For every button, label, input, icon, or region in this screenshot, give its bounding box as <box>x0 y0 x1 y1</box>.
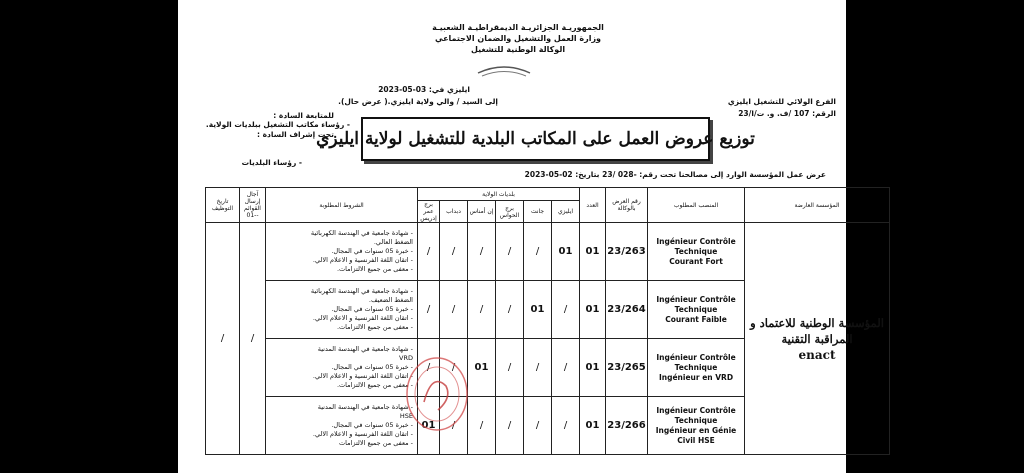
poste-header: المنصب المطلوب <box>648 188 745 223</box>
municipality-cell: 01 <box>552 223 580 281</box>
conditions-cell <box>266 281 418 339</box>
poste-line: Technique <box>674 415 718 425</box>
poste-cell <box>648 339 745 397</box>
conditions-cell <box>266 223 418 281</box>
poste-line: Ingénieur Contrôle <box>656 352 736 362</box>
muni-header-illizi: ايليزي <box>552 201 580 223</box>
offer-number-cell: 23/264 <box>606 281 648 339</box>
agency-line: الوكالة الوطنية للتشغيل <box>470 45 566 54</box>
municipality-cell: / <box>440 339 468 397</box>
municipality-cell: / <box>440 397 468 455</box>
condition-line: HSE <box>399 412 413 420</box>
count-cell: 01 <box>580 281 606 339</box>
muni-header-bordj-omar-driss: برج عمر إدريس <box>418 201 440 223</box>
municipality-cell: / <box>552 281 580 339</box>
condition-line: الضغط العالي. <box>373 238 413 246</box>
poste-line: Courant Faible <box>665 314 727 324</box>
muni-header-djanet: جانت <box>524 201 552 223</box>
poste-line: Technique <box>674 304 718 314</box>
municipality-cell: / <box>552 397 580 455</box>
republic-line: الجمهوريـة الجزائريـة الديمقراطيـة الشعبيـة <box>432 23 604 32</box>
municipality-cell: / <box>418 339 440 397</box>
number-line: الرقم: 107 /ف. و. ت/ا/23 <box>738 109 836 118</box>
municipality-cell: / <box>418 223 440 281</box>
condition-line: - اتقان اللغة الفرنسية و الاعلام الالي. <box>312 430 413 438</box>
poste-line: Ingénieur Contrôle <box>656 236 736 246</box>
poste-line: Ingénieur en VRD <box>658 372 734 382</box>
condition-line: - شهادة جامعية في الهندسة المدنية <box>317 345 413 353</box>
agency-logo-icon <box>474 63 534 79</box>
condition-line: VRD <box>399 354 413 362</box>
organization-name: المؤسسة الوطنية للاعتماد و المراقبة التقنية <box>750 315 884 346</box>
poste-cell <box>648 281 745 339</box>
letterhead <box>408 22 628 55</box>
organization-cell <box>745 223 890 455</box>
municipality-cell: 01 <box>418 397 440 455</box>
municipality-cell: 01 <box>524 281 552 339</box>
municipality-cell: / <box>468 223 496 281</box>
condition-line: - معفى من جميع الالتزامات <box>339 439 413 447</box>
date-line: ايليزي في: 03-05-2023 <box>378 85 470 94</box>
followup-label: للمتابعة السادة : <box>273 111 334 120</box>
offer-number-cell: 23/265 <box>606 339 648 397</box>
municipality-cell: / <box>418 281 440 339</box>
ministry-line: وزارة العمل والتشغيل والضمان الاجتماعي <box>434 34 602 43</box>
muni-header-in-amenas: إن أمناس <box>468 201 496 223</box>
condition-line: - شهادة جامعية في الهندسة الكهربائية <box>310 287 413 295</box>
municipality-cell: / <box>524 223 552 281</box>
hire-date-cell: / <box>206 223 240 455</box>
organization-acronym: enact <box>798 347 836 362</box>
conditions-cell <box>266 339 418 397</box>
offers-table <box>205 187 890 455</box>
municipality-cell: / <box>496 339 524 397</box>
poste-line: Ingénieur Contrôle <box>656 294 736 304</box>
muni-header-bordj-el-haouas: برج الحواس <box>496 201 524 223</box>
municipalities-header: بلديات الولاية <box>418 188 580 201</box>
municipality-cell: / <box>440 223 468 281</box>
poste-line: Technique <box>674 362 718 372</box>
municipality-cell: / <box>468 397 496 455</box>
poste-cell <box>648 397 745 455</box>
municipality-cell: / <box>440 281 468 339</box>
poste-line: Technique <box>674 246 718 256</box>
hire-date-header: تاريخ التوظيف <box>206 188 240 223</box>
condition-line: - معفى من جميع الالتزامات. <box>336 265 413 273</box>
branch-line: الفرع الولائي للتشغيل ايليزي <box>727 97 836 106</box>
supervision-label: تحت إشراف السادة : <box>257 130 334 139</box>
condition-line: - اتقان اللغة الفرنسية و الاعلام الالي. <box>312 314 413 322</box>
municipality-cell: / <box>496 397 524 455</box>
deadline-header: آجال إرسال القوائم -01- <box>240 188 266 223</box>
document-title: توزيع عروض العمل على المكاتب البلدية للتشغيل لولاية ايليزي <box>316 129 755 149</box>
poste-line: Civil HSE <box>677 435 715 445</box>
table-row <box>206 223 890 281</box>
offer-reference-line: عرض عمل المؤسسة الوارد إلى مصالحنا تحت رقم: -028 /23 بتاريخ: 02-05-2023 <box>524 170 826 179</box>
conditions-cell <box>266 397 418 455</box>
followup-item: - رؤساء مكاتب التشغيل ببلديات الولاية. <box>205 120 350 129</box>
count-cell: 01 <box>580 339 606 397</box>
deadline-cell: / <box>240 223 266 455</box>
condition-line: - اتقان اللغة الفرنسية و الاعلام الالي. <box>312 256 413 264</box>
municipality-cell: / <box>552 339 580 397</box>
municipality-cell: / <box>468 281 496 339</box>
offer-number-header: رقم العرض بالوكالة <box>606 188 648 223</box>
municipality-cell: / <box>524 397 552 455</box>
condition-line: - معفى من جميع الالتزامات. <box>336 381 413 389</box>
offer-number-cell: 23/266 <box>606 397 648 455</box>
supervision-item: - رؤساء البلديات <box>241 158 302 167</box>
condition-line: - اتقان اللغة الفرنسية و الاعلام الالي. <box>312 372 413 380</box>
offer-number-cell: 23/263 <box>606 223 648 281</box>
municipality-cell: / <box>524 339 552 397</box>
condition-line: - شهادة جامعية في الهندسة المدنية <box>317 403 413 411</box>
document-page <box>178 0 884 473</box>
municipality-cell: / <box>496 281 524 339</box>
poste-cell <box>648 223 745 281</box>
count-cell: 01 <box>580 223 606 281</box>
municipality-cell: / <box>496 223 524 281</box>
poste-line: Ingénieur Contrôle <box>656 405 736 415</box>
condition-line: - خبرة 05 سنوات في المجال. <box>331 363 413 371</box>
condition-line: - شهادة جامعية في الهندسة الكهربائية <box>310 229 413 237</box>
conditions-header: الشروط المطلوبة <box>266 188 418 223</box>
condition-line: - خبرة 05 سنوات في المجال. <box>331 247 413 255</box>
municipality-cell: 01 <box>468 339 496 397</box>
condition-line: - خبرة 05 سنوات في المجال. <box>331 305 413 313</box>
condition-line: - خبرة 05 سنوات في المجال. <box>331 421 413 429</box>
organization-header: المؤسسة العارضة <box>745 188 890 223</box>
muni-header-debdeb: دبداب <box>440 201 468 223</box>
count-cell: 01 <box>580 397 606 455</box>
count-header: العدد <box>580 188 606 223</box>
poste-line: Ingénieur en Génie <box>655 425 737 435</box>
condition-line: - معفى من جميع الالتزامات. <box>336 323 413 331</box>
condition-line: الضغط الضعيف. <box>368 296 413 304</box>
poste-line: Courant Fort <box>669 256 723 266</box>
recipient-line: إلى السيد / والي ولاية ايليزي.( عرض حال). <box>338 97 498 106</box>
title-banner <box>316 117 755 161</box>
